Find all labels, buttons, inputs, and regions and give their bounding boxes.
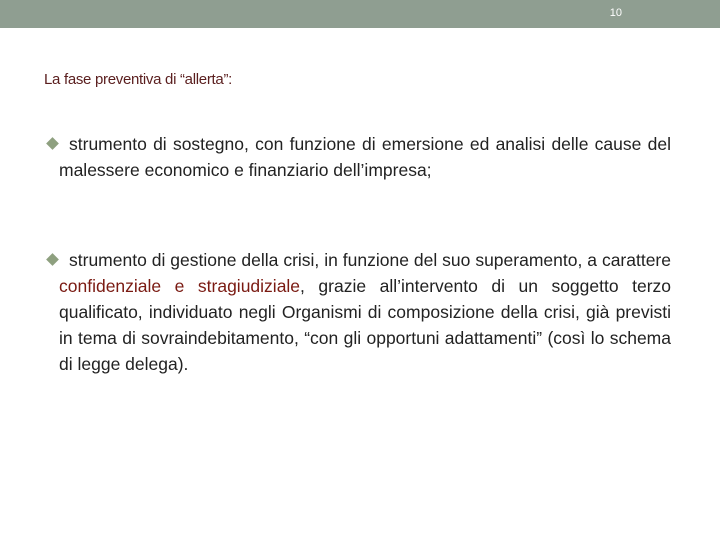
diamond-bullet-icon (46, 137, 59, 150)
slide-title: La fase preventiva di “allerta”: (44, 71, 233, 88)
slide-number: 10 (609, 7, 622, 19)
header-bar (0, 0, 720, 28)
bullet-item-1 (44, 131, 671, 183)
highlighted-text: confidenziale e stragiudiziale (59, 276, 301, 296)
bullet-text: strumento di sostegno, con funzione di emersione ed analisi delle cause del malessere economico e finanziario dell’impresa; (59, 134, 671, 180)
bullet-text-after: , grazie all’intervento di un soggetto terzo qualificato, individuato negli Organismi di composizione della crisi, già previsti in tema di sovraindebitamento, “con gli opportuni adattamenti” (così lo schema di legge delega). (59, 276, 672, 374)
bullet-text-before: strumento di gestione della crisi, in funzione del suo superamento, a carattere (69, 250, 671, 270)
bullet-item-2 (44, 247, 671, 377)
diamond-bullet-icon (46, 253, 59, 266)
